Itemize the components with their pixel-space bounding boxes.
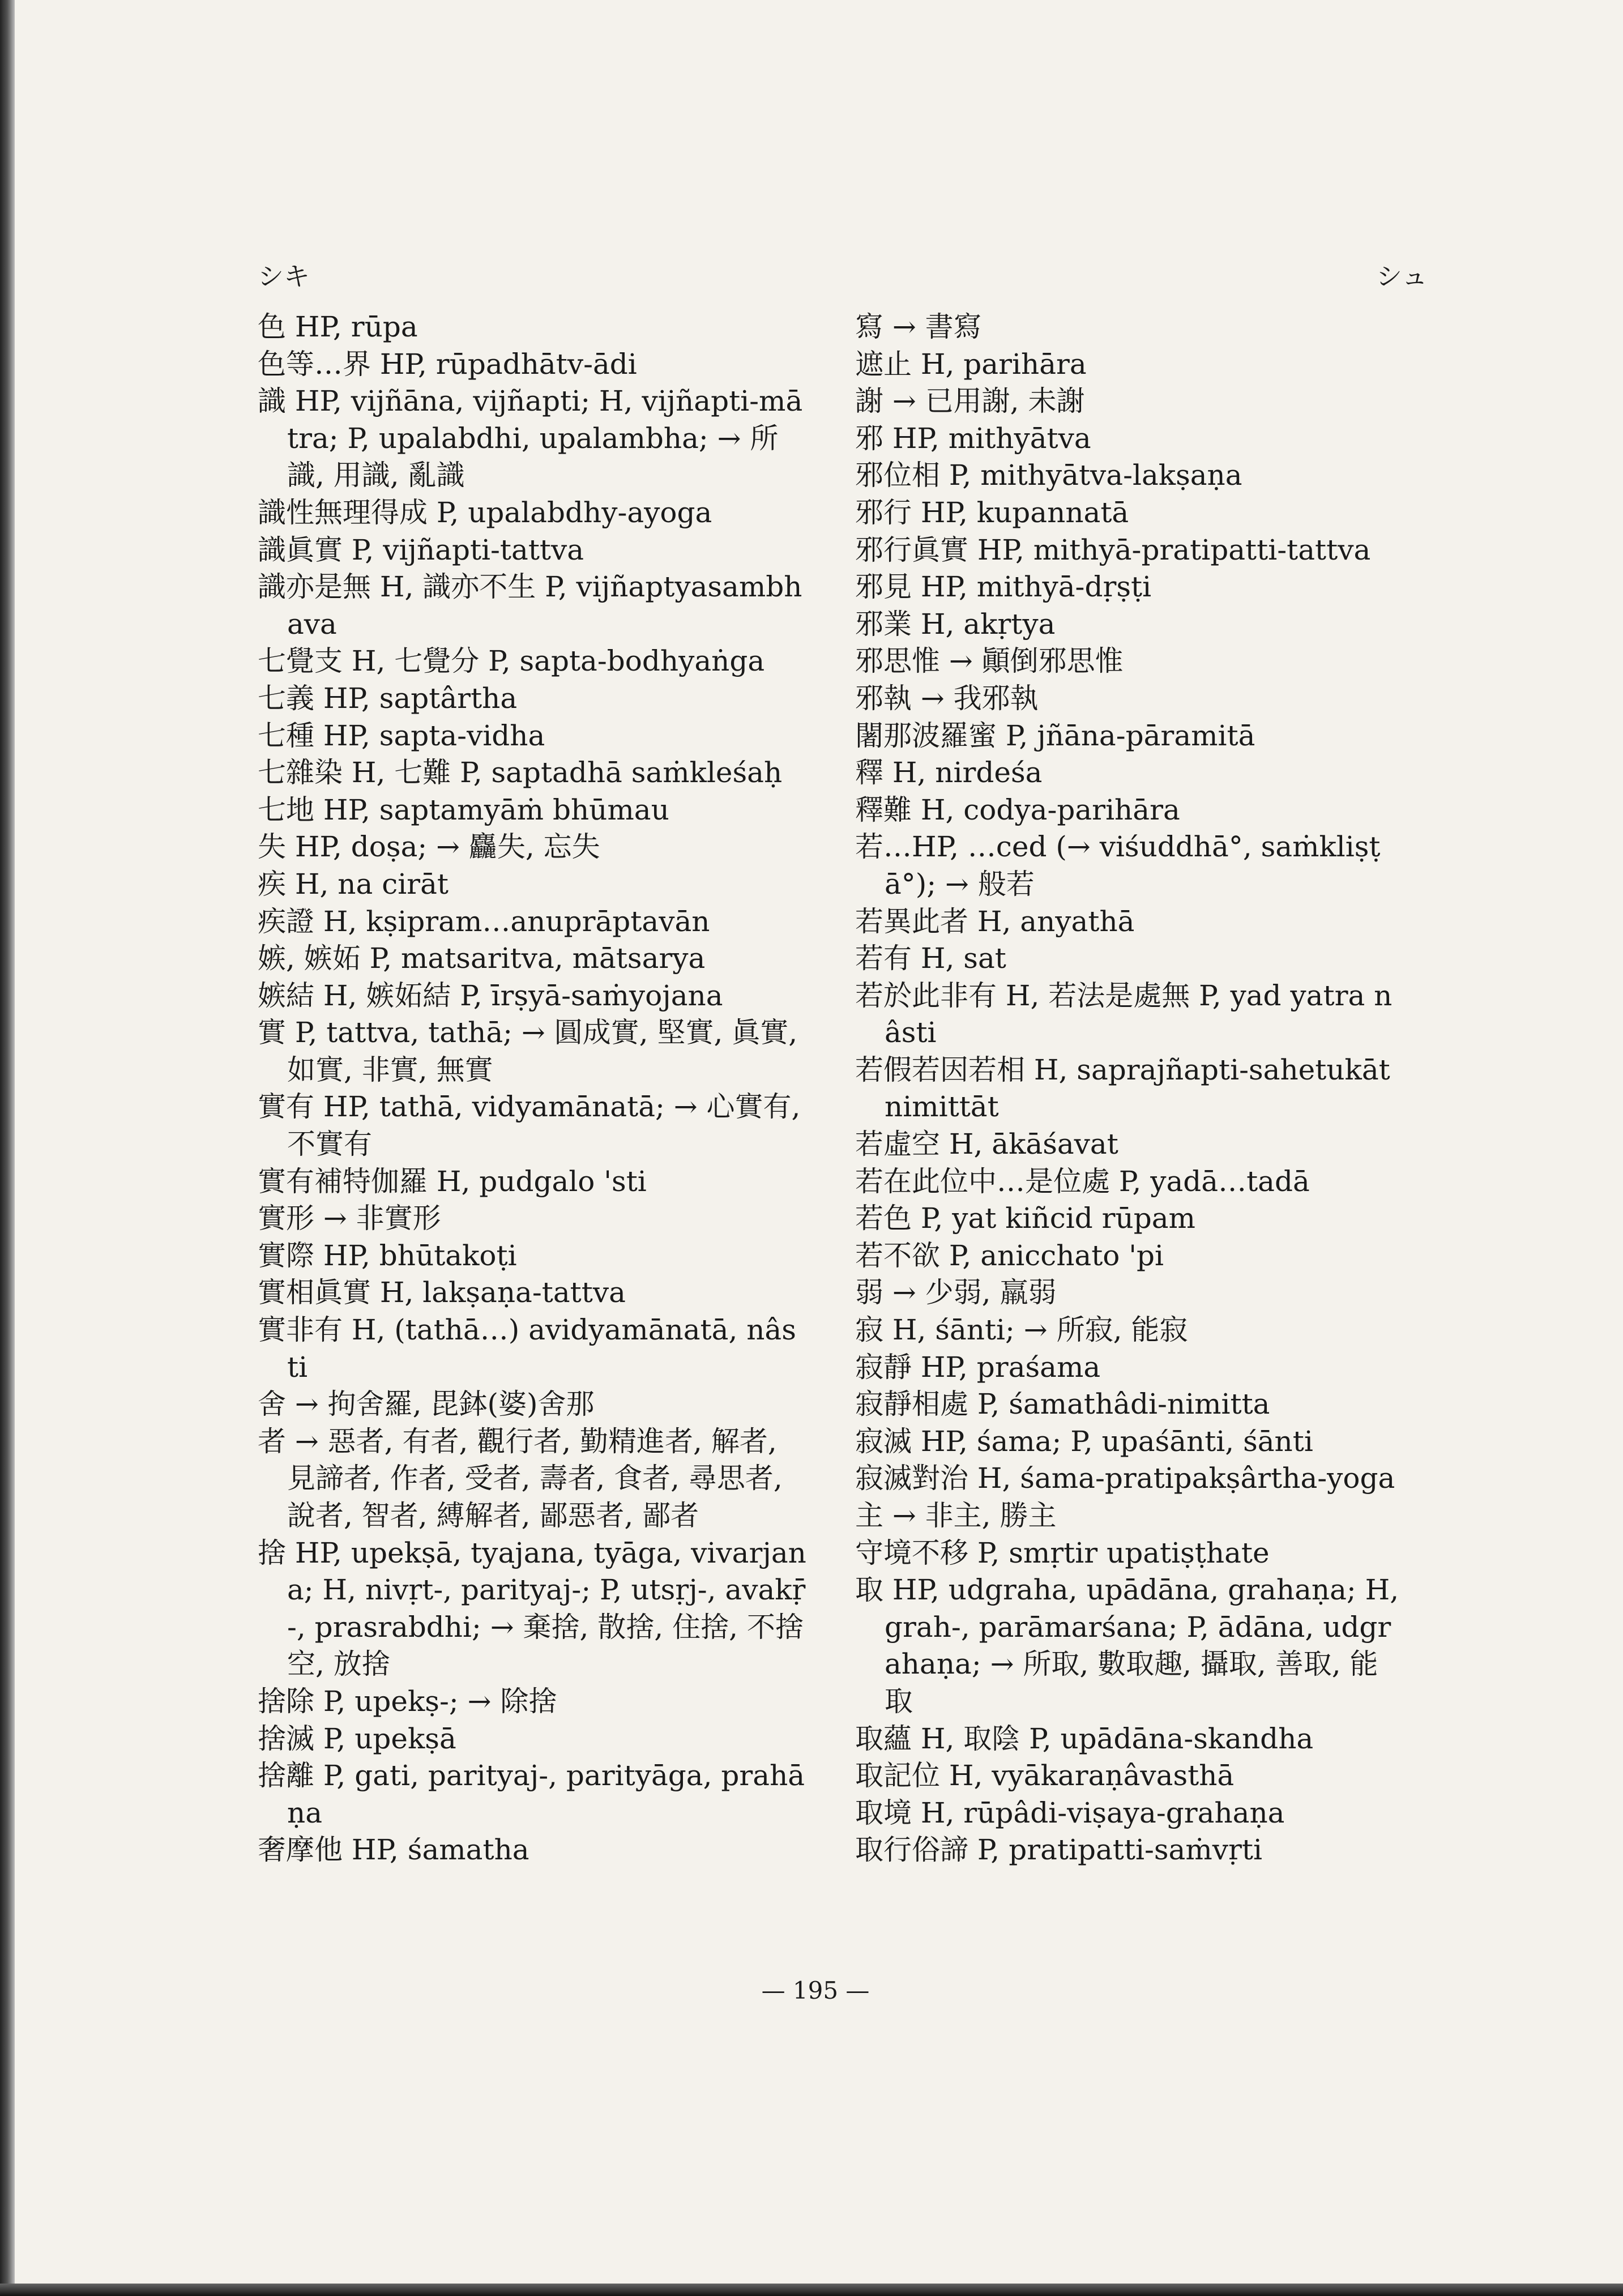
entry: 識亦是無 H, 識亦不生 P, vijñaptyasambhava — [258, 570, 802, 641]
entry: 邪 HP, mithyātva — [855, 421, 1091, 455]
entry: 寫 → 書寫 — [855, 310, 982, 343]
entry: 者 → 惡者, 有者, 觀行者, 勤精進者, 解者, 見諦者, 作者, 受者, 壽者, 食者, 尋思者, 說者, 智者, 縛解者, 鄙惡者, 鄙者 — [258, 1424, 783, 1532]
entry: 識眞實 P, vijñapti-tattva — [258, 533, 584, 566]
entry: 寂滅 HP, śama; P, upaśānti, śānti — [855, 1424, 1313, 1458]
entry: 邪思惟 → 顚倒邪思惟 — [855, 645, 1124, 678]
entry: 寂靜 HP, praśama — [855, 1350, 1101, 1384]
entry: 嫉結 H, 嫉妬結 P, īrṣyā-saṁyojana — [258, 979, 723, 1012]
entry: 釋 H, nirdeśa — [855, 756, 1043, 789]
entry: 若在此位中…是位處 P, yadā…tadā — [855, 1164, 1310, 1198]
entry: 邪見 HP, mithyā-dṛṣṭi — [855, 570, 1152, 604]
entry: 奢摩他 HP, śamatha — [258, 1833, 529, 1867]
page-number: — 195 — — [761, 1977, 870, 2004]
entry: 若有 H, sat — [855, 942, 1006, 975]
entry: 失 HP, doṣa; → 麤失, 忘失 — [258, 830, 600, 864]
entry: 邪位相 P, mithyātva-lakṣaṇa — [855, 459, 1242, 492]
running-header-right: シュ — [1376, 261, 1428, 292]
entry: 若假若因若相 H, saprajñapti-sahetukāt nimittāt — [855, 1053, 1390, 1124]
entry: 取行俗諦 P, pratipatti-saṁvṛti — [855, 1833, 1262, 1867]
entry: 主 → 非主, 勝主 — [855, 1499, 1057, 1532]
entry: 釋難 H, codya-parihāra — [855, 793, 1180, 826]
entry: 七雜染 H, 七難 P, saptadhā saṁkleśaḥ — [258, 756, 783, 789]
entry: 寂 H, śānti; → 所寂, 能寂 — [855, 1313, 1188, 1347]
entry: 取境 H, rūpâdi-viṣaya-grahaṇa — [855, 1796, 1285, 1829]
entry: 邪業 H, akṛtya — [855, 607, 1056, 641]
entry: 舍 → 拘舍羅, 毘鉢(婆)舍那 — [258, 1388, 595, 1421]
entry: 捨 HP, upekṣā, tyajana, tyāga, vivarjana; H, nivṛt-, parityaj-; P, utsṛj-, avakṝ-, prasrabdhi; → 棄捨, 散捨, 住捨, 不捨空, 放捨 — [258, 1536, 806, 1681]
entry: 寂滅對治 H, śama-pratipakṣârtha-yoga — [855, 1462, 1395, 1495]
entry: 邪執 → 我邪執 — [855, 681, 1039, 715]
right-column — [855, 309, 1404, 1869]
entry: 闍那波羅蜜 P, jñāna-pāramitā — [855, 719, 1255, 752]
entry: 邪行 HP, kupannatā — [855, 496, 1129, 529]
entry: 捨除 P, upekṣ-; → 除捨 — [258, 1684, 557, 1718]
bottom-edge-shadow — [0, 2284, 1623, 2296]
page-edge-shadow — [0, 0, 15, 2296]
entry: 色 HP, rūpa — [258, 310, 418, 343]
entry: 實有補特伽羅 H, pudgalo 'sti — [258, 1164, 647, 1198]
entry: 嫉, 嫉妬 P, matsaritva, mātsarya — [258, 942, 706, 975]
entry: 色等…界 HP, rūpadhātv-ādi — [258, 347, 637, 381]
entry: 七義 HP, saptârtha — [258, 681, 518, 715]
entry: 若色 P, yat kiñcid rūpam — [855, 1202, 1195, 1235]
entry: 實非有 H, (tathā…) avidyamānatā, nâsti — [258, 1313, 796, 1384]
entry: 識 HP, vijñāna, vijñapti; H, vijñapti-mātra; P, upalabdhi, upalambha; → 所識, 用識, 亂識 — [258, 385, 803, 492]
entry: 實形 → 非實形 — [258, 1202, 441, 1235]
entry: 取記位 H, vyākaraṇâvasthā — [855, 1759, 1235, 1793]
entry: 七覺支 H, 七覺分 P, sapta-bodhyaṅga — [258, 645, 765, 678]
entry: 實相眞實 H, lakṣaṇa-tattva — [258, 1276, 626, 1309]
entry: 若…HP, …ced (→ viśuddhā°, saṁkliṣṭā°); → 般若 — [855, 830, 1381, 901]
entry: 捨離 P, gati, parityaj-, parityāga, prahāṇa — [258, 1759, 805, 1829]
entry: 遮止 H, parihāra — [855, 347, 1087, 381]
entry: 寂靜相處 P, śamathâdi-nimitta — [855, 1388, 1270, 1421]
entry: 識性無理得成 P, upalabdhy-ayoga — [258, 496, 712, 529]
entry: 若不欲 P, anicchato 'pi — [855, 1239, 1164, 1272]
left-column — [258, 309, 807, 1869]
entry: 謝 → 已用謝, 未謝 — [855, 385, 1085, 418]
entry: 疾 H, na cirāt — [258, 867, 449, 901]
entry: 若於此非有 H, 若法是處無 P, yad yatra nâsti — [855, 979, 1393, 1049]
entry: 若異此者 H, anyathā — [855, 904, 1135, 938]
entry: 弱 → 少弱, 羸弱 — [855, 1276, 1057, 1309]
entry: 若虛空 H, ākāśavat — [855, 1128, 1118, 1161]
entry: 取 HP, udgraha, upādāna, grahaṇa; H, grah-, parāmarśana; P, ādāna, udgrahaṇa; → 所取, 數取趣, 攝取, 善取, 能取 — [855, 1573, 1399, 1718]
entry: 疾證 H, kṣipram…anuprāptavān — [258, 904, 710, 938]
entry: 邪行眞實 HP, mithyā-pratipatti-tattva — [855, 533, 1371, 566]
entry: 守境不移 P, smṛtir upatiṣṭhate — [855, 1536, 1270, 1569]
entry: 實 P, tattva, tathā; → 圓成實, 堅實, 眞實, 如實, 非實, 無實 — [258, 1016, 798, 1086]
entry: 實有 HP, tathā, vidyamānatā; → 心實有, 不實有 — [258, 1090, 801, 1161]
entry: 七種 HP, sapta-vidha — [258, 719, 545, 752]
running-header-left: シキ — [258, 261, 310, 292]
entry: 取蘊 H, 取陰 P, upādāna-skandha — [855, 1722, 1314, 1755]
entry: 捨滅 P, upekṣā — [258, 1722, 456, 1755]
entry: 實際 HP, bhūtakoṭi — [258, 1239, 517, 1272]
entry: 七地 HP, saptamyāṁ bhūmau — [258, 793, 669, 826]
